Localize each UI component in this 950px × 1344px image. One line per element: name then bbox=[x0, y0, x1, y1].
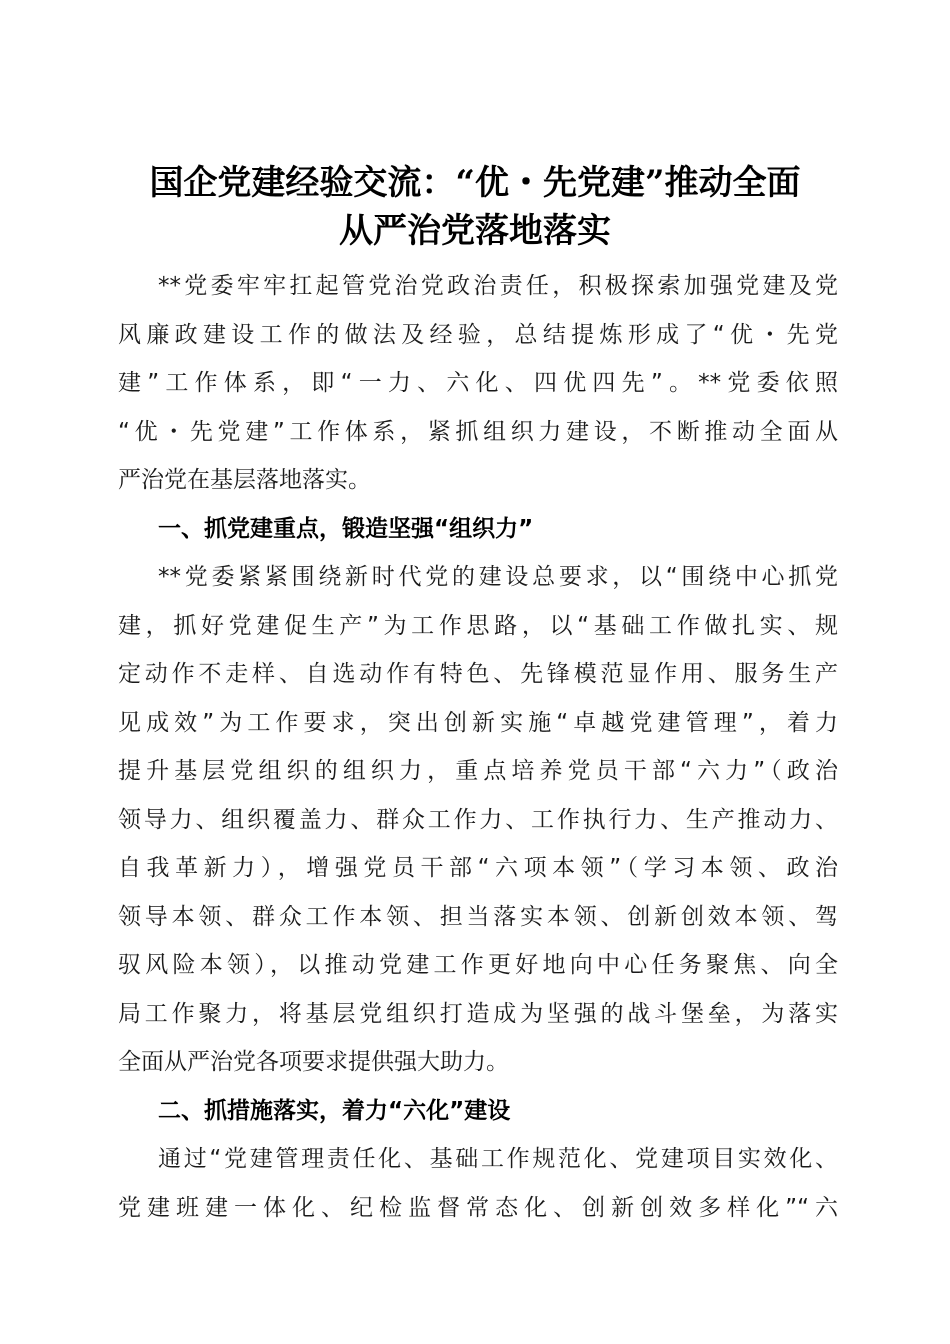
paragraph-line: 党建班建一体化、纪检监督常态化、创新创效多样化”“六 bbox=[118, 1194, 838, 1221]
paragraph-line: 局工作聚力，将基层党组织打造成为坚强的战斗堡垒，为落实 bbox=[118, 1000, 838, 1027]
paragraph-line: 定动作不走样、自选动作有特色、先锋模范显作用、服务生产 bbox=[118, 661, 838, 687]
paragraph-line: “优・先党建”工作体系，紧抓组织力建设，不断推动全面从 bbox=[118, 418, 838, 445]
intro-paragraph bbox=[118, 262, 838, 505]
paragraph-line: **党委紧紧围绕新时代党的建设总要求，以“围绕中心抓党 bbox=[158, 564, 838, 590]
paragraph-line: 领导本领、群众工作本领、担当落实本领、创新创效本领、驾 bbox=[118, 903, 838, 930]
paragraph-line: 建”工作体系，即“一力、六化、四优四先”。**党委依照 bbox=[118, 370, 838, 396]
paragraph-line: 全面从严治党各项要求提供强大助力。 bbox=[118, 1049, 509, 1075]
paragraph-line: 驭风险本领），以推动党建工作更好地向中心任务聚焦、向全 bbox=[118, 952, 838, 978]
document-body bbox=[118, 262, 838, 1232]
paragraph-line: 严治党在基层落地落实。 bbox=[118, 467, 371, 493]
paragraph-line: **党委牢牢扛起管党治党政治责任，积极探索加强党建及党 bbox=[158, 273, 838, 299]
paragraph-line: 提升基层党组织的组织力，重点培养党员干部“六力”（政治 bbox=[118, 758, 838, 784]
paragraph-line: 通过“党建管理责任化、基础工作规范化、党建项目实效化、 bbox=[158, 1146, 838, 1172]
paragraph-line: 建，抓好党建促生产”为工作思路，以“基础工作做扎实、规 bbox=[118, 612, 838, 639]
paragraph-line: 风廉政建设工作的做法及经验，总结提炼形成了“优・先党 bbox=[118, 321, 838, 348]
paragraph-line: 自我革新力），增强党员干部“六项本领”（学习本领、政治 bbox=[118, 855, 838, 881]
paragraph-line: 领导力、组织覆盖力、群众工作力、工作执行力、生产推动力、 bbox=[118, 806, 838, 833]
title-line-2: 从严治党落地落实 bbox=[339, 210, 611, 251]
section-1-paragraph bbox=[118, 553, 838, 1087]
section-heading-1: 一、抓党建重点，锻造坚强“组织力” bbox=[158, 515, 534, 542]
section-2-paragraph bbox=[118, 1135, 838, 1232]
paragraph-line: 见成效”为工作要求，突出创新实施“卓越党建管理”，着力 bbox=[118, 709, 838, 736]
document-title bbox=[100, 159, 850, 255]
section-heading-2: 二、抓措施落实，着力“六化”建设 bbox=[158, 1097, 511, 1124]
title-line-1: 国企党建经验交流：“优・先党建”推动全面 bbox=[149, 162, 801, 203]
